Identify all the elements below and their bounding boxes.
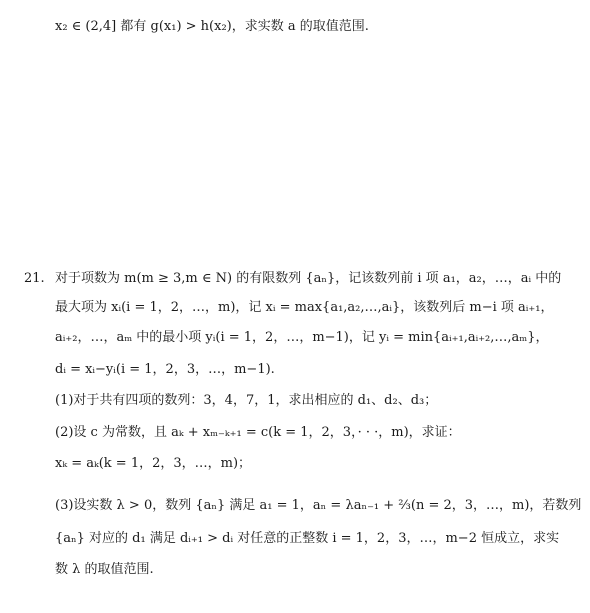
part-2: (2)设 c 为常数，且 aₖ + xₘ₋ₖ₊₁ = c(k = 1，2，3，· · ·，m)，求证： [55, 425, 461, 440]
part-3: (3)设实数 λ > 0，数列 {aₙ} 满足 a₁ = 1，aₙ = λaₙ₋₁ + ⅔(n = 2，3，…，m)，若数列 [55, 498, 582, 513]
part-2-cont: xₖ = aₖ(k = 1，2，3，…，m)； [55, 456, 252, 471]
top-line: x₂ ∈ (2,4] 都有 g(x₁) > h(x₂)，求实数 a 的取值范围. [55, 19, 369, 34]
problem-line-2: 最大项为 xᵢ(i = 1，2，…，m)，记 xᵢ = max{a₁,a₂,…,aᵢ}，该数列后 m−i 项 aᵢ₊₁， [55, 300, 554, 315]
part-3-cont-2: 数 λ 的取值范围. [55, 562, 154, 577]
problem-line-4: dᵢ = xᵢ−yᵢ(i = 1，2，3，…，m−1). [55, 362, 275, 377]
part-3-cont-1: {aₙ} 对应的 d₁ 满足 dᵢ₊₁ > dᵢ 对任意的正整数 i = 1，2，3，…，m−2 恒成立，求实 [55, 531, 560, 546]
problem-line-3: aᵢ₊₂，…，aₘ 中的最小项 yᵢ(i = 1，2，…，m−1)，记 yᵢ = min{aᵢ₊₁,aᵢ₊₂,…,aₘ}， [55, 330, 549, 345]
problem-line-1: 对于项数为 m(m ≥ 3,m ∈ N) 的有限数列 {aₙ}，记该数列前 i 项 a₁，a₂，…，aᵢ 中的 [55, 271, 562, 286]
part-1: (1)对于共有四项的数列：3，4，7，1，求出相应的 d₁、d₂、d₃； [55, 393, 438, 408]
problem-number: 21. [24, 271, 45, 286]
